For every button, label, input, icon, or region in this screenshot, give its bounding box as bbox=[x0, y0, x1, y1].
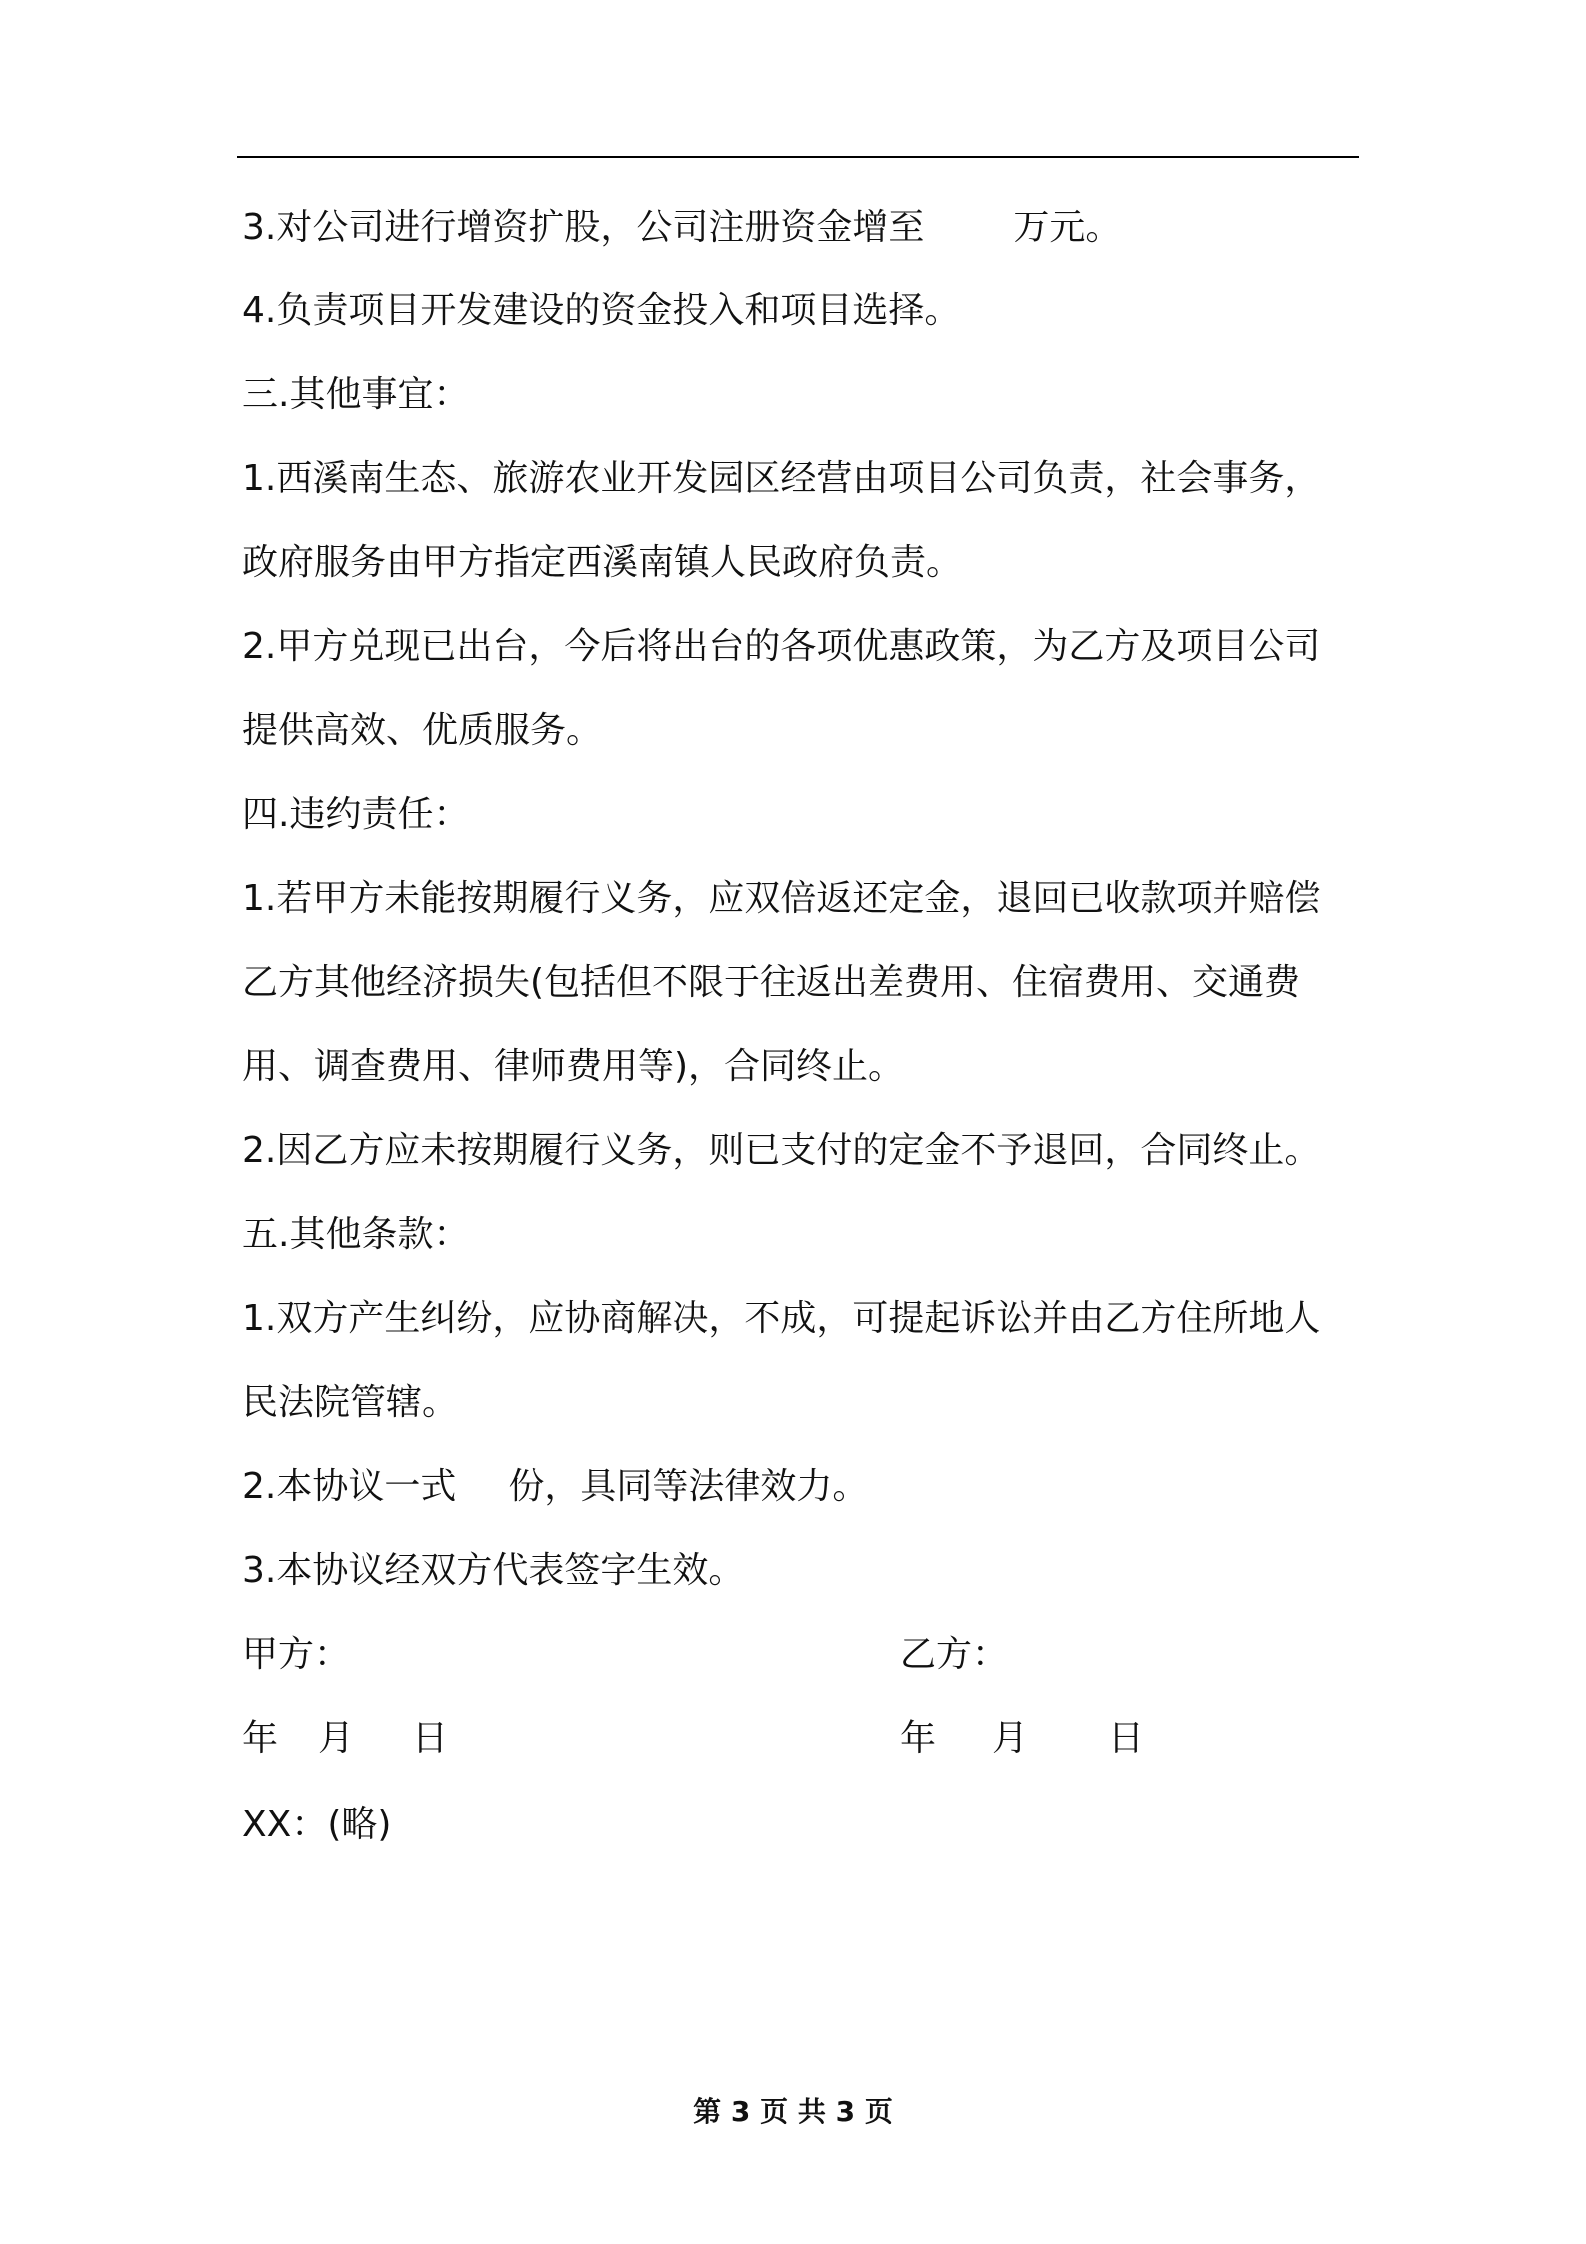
note-text: XX：(略) bbox=[242, 1804, 392, 1845]
clause-text: 2.本协议一式 bbox=[242, 1466, 457, 1507]
clause-text: 3.对公司进行增资扩股，公司注册资金增至 bbox=[242, 207, 925, 248]
clause-text: 万元。 bbox=[1013, 207, 1122, 248]
clause-line: 3.本协议经双方代表签字生效。 bbox=[242, 1550, 745, 1591]
clause-line: 2.甲方兑现已出台，今后将出台的各项优惠政策，为乙方及项目公司 bbox=[242, 626, 1321, 667]
party-b-day: 日 bbox=[1108, 1718, 1145, 1759]
clause-text: 份，具同等法律效力。 bbox=[508, 1466, 869, 1507]
clause-line: 提供高效、优质服务。 bbox=[242, 710, 603, 751]
clause-line: 1.双方产生纠纷，应协商解决，不成，可提起诉讼并由乙方住所地人 bbox=[242, 1298, 1321, 1339]
clause-line: 政府服务由甲方指定西溪南镇人民政府负责。 bbox=[242, 542, 963, 583]
clause-line: 乙方其他经济损失(包括但不限于往返出差费用、住宿费用、交通费 bbox=[242, 962, 1301, 1003]
header-rule bbox=[237, 156, 1359, 158]
page-footer: 第 3 页 共 3 页 bbox=[693, 2095, 893, 2128]
clause-line: 民法院管辖。 bbox=[242, 1382, 459, 1423]
clause-line: 4.负责项目开发建设的资金投入和项目选择。 bbox=[242, 290, 961, 331]
clause-line: 1.若甲方未能按期履行义务，应双倍返还定金，退回已收款项并赔偿 bbox=[242, 878, 1321, 919]
section-heading: 五.其他条款： bbox=[242, 1214, 470, 1255]
party-b-label: 乙方： bbox=[900, 1634, 1009, 1675]
clause-line: 2.因乙方应未按期履行义务，则已支付的定金不予退回，合同终止。 bbox=[242, 1130, 1321, 1171]
party-a-year: 年 bbox=[242, 1718, 279, 1759]
party-a-month: 月 bbox=[318, 1718, 355, 1759]
party-a-label: 甲方： bbox=[242, 1634, 351, 1675]
clause-line bbox=[242, 1462, 1362, 1512]
section-heading: 四.违约责任： bbox=[242, 794, 470, 835]
clause-line bbox=[242, 203, 1362, 253]
clause-line: 用、调查费用、律师费用等)，合同终止。 bbox=[242, 1046, 905, 1087]
party-b-year: 年 bbox=[900, 1718, 937, 1759]
clause-line: 1.西溪南生态、旅游农业开发园区经营由项目公司负责，社会事务， bbox=[242, 458, 1321, 499]
section-heading: 三.其他事宜： bbox=[242, 374, 470, 415]
party-a-day: 日 bbox=[412, 1718, 449, 1759]
party-b-month: 月 bbox=[992, 1718, 1029, 1759]
